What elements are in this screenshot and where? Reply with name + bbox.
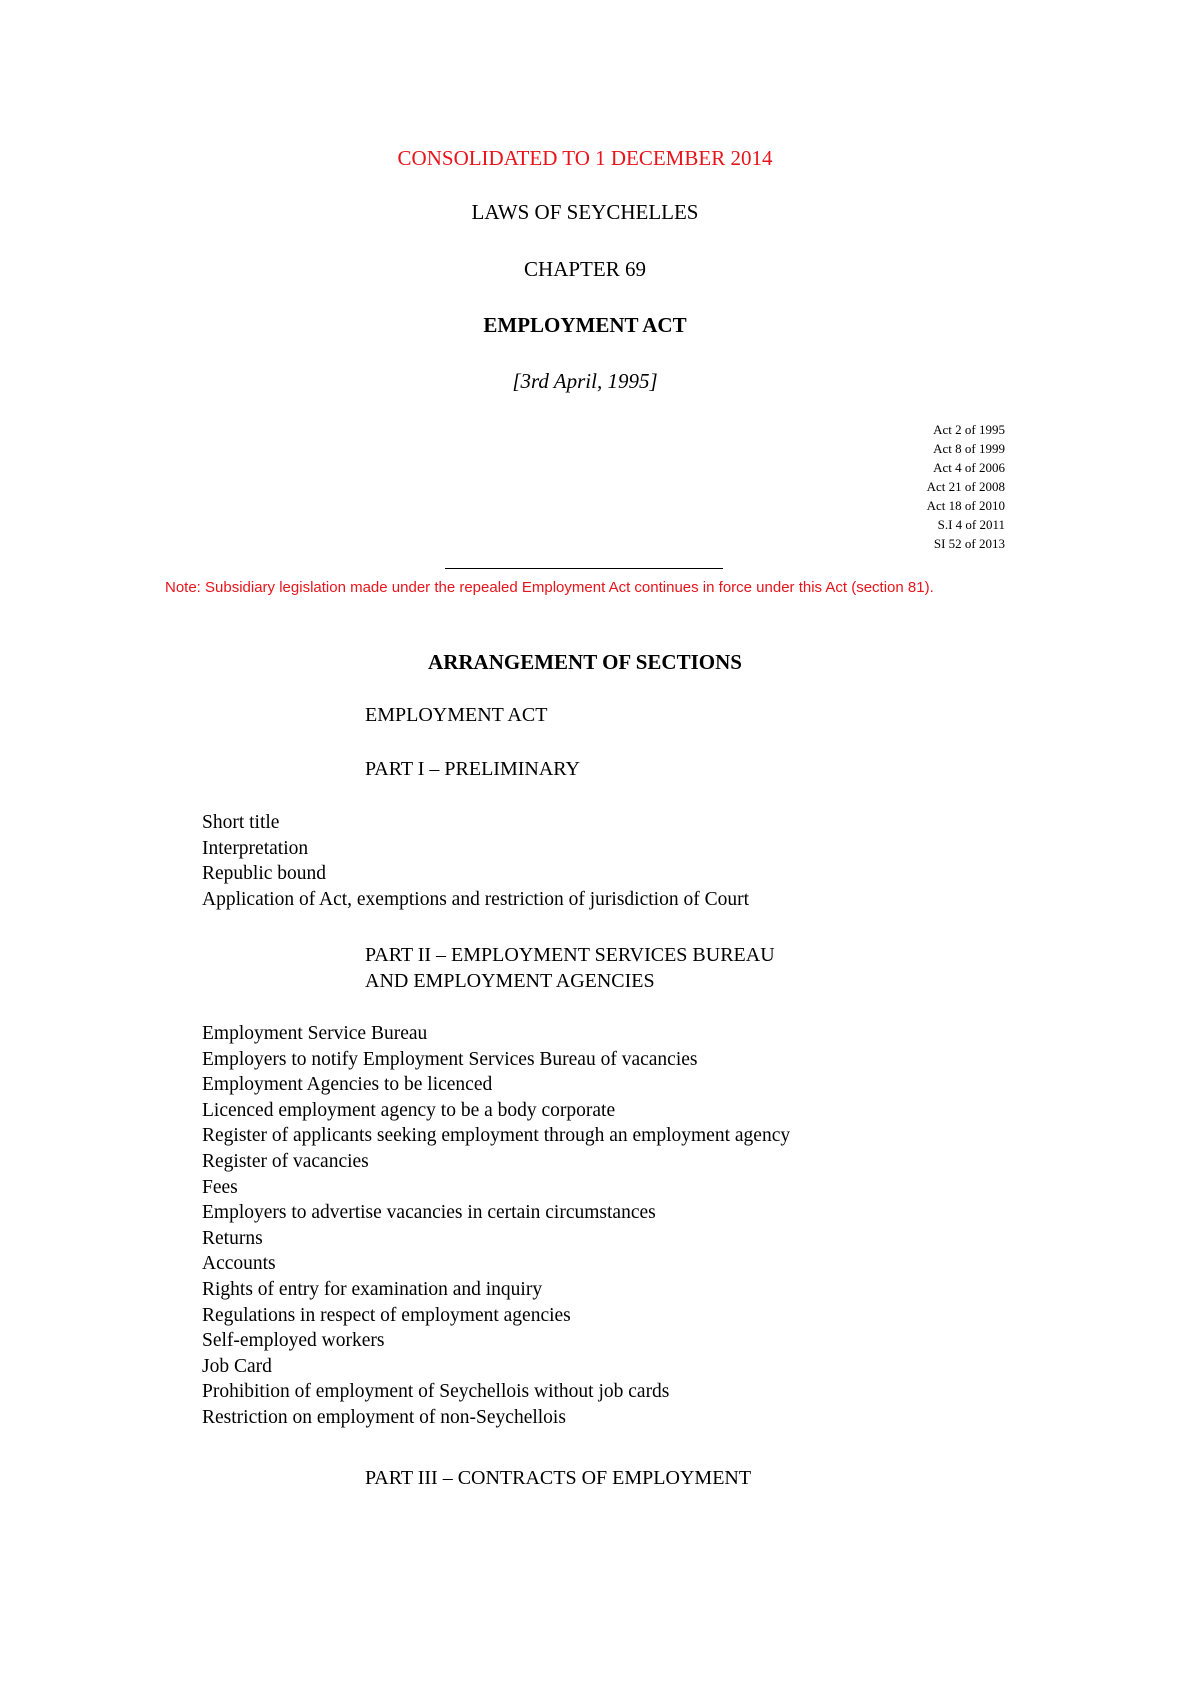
part-2-heading-line-2: AND EMPLOYMENT AGENCIES — [365, 970, 655, 992]
section-item: Prohibition of employment of Seychellois without job cards — [202, 1381, 670, 1403]
subsidiary-legislation-note: Note: Subsidiary legislation made under the repealed Employment Act continues in force under this Act (section 81). — [165, 579, 934, 596]
consolidation-date: CONSOLIDATED TO 1 DECEMBER 2014 — [397, 146, 773, 170]
commencement-date: [3rd April, 1995] — [512, 369, 658, 393]
section-item: Self-employed workers — [202, 1330, 385, 1352]
section-item: Accounts — [202, 1253, 276, 1275]
part-1-section-list — [202, 810, 749, 912]
history-entry: Act 18 of 2010 — [926, 498, 1005, 513]
act-title: EMPLOYMENT ACT — [483, 313, 687, 337]
section-item: Employment Service Bureau — [202, 1023, 428, 1044]
section-item: Returns — [202, 1227, 263, 1249]
arrangement-title: ARRANGEMENT OF SECTIONS — [428, 650, 742, 674]
section-item: Licenced employment agency to be a body corporate — [202, 1099, 616, 1121]
part-1-heading: PART I – PRELIMINARY — [365, 758, 580, 780]
section-item: Short title — [202, 812, 280, 833]
chapter-number: CHAPTER 69 — [524, 257, 646, 281]
arrangement-act-name: EMPLOYMENT ACT — [365, 704, 548, 726]
section-item: Republic bound — [202, 863, 327, 885]
section-item: Register of vacancies — [202, 1150, 369, 1172]
history-entry: Act 8 of 1999 — [933, 441, 1005, 456]
divider-rule — [445, 568, 723, 569]
section-item: Register of applicants seeking employment through an employment agency — [202, 1125, 791, 1147]
history-entry: S.I 4 of 2011 — [937, 517, 1005, 532]
history-entry: Act 2 of 1995 — [933, 422, 1005, 437]
history-entry: Act 4 of 2006 — [933, 460, 1005, 475]
section-item: Rights of entry for examination and inquiry — [202, 1278, 543, 1300]
section-item: Employers to notify Employment Services Bureau of vacancies — [202, 1048, 698, 1070]
part-2-heading — [365, 942, 775, 994]
history-entry: SI 52 of 2013 — [933, 536, 1005, 551]
section-item: Employers to advertise vacancies in certain circumstances — [202, 1202, 656, 1224]
section-item: Employment Agencies to be licenced — [202, 1074, 493, 1096]
section-item: Regulations in respect of employment agencies — [202, 1304, 571, 1326]
section-item: Job Card — [202, 1355, 272, 1377]
section-item: Restriction on employment of non-Seychellois — [202, 1406, 566, 1428]
history-entry: Act 21 of 2008 — [926, 479, 1005, 494]
part-3-heading: PART III – CONTRACTS OF EMPLOYMENT — [365, 1467, 752, 1489]
part-2-section-list — [202, 1021, 790, 1431]
laws-title: LAWS OF SEYCHELLES — [471, 200, 699, 224]
section-item: Fees — [202, 1176, 238, 1198]
part-2-heading-line-1: PART II – EMPLOYMENT SERVICES BUREAU — [365, 944, 775, 966]
section-item: Interpretation — [202, 837, 309, 859]
section-item: Application of Act, exemptions and restriction of jurisdiction of Court — [202, 888, 749, 910]
amendment-history — [927, 420, 1005, 553]
